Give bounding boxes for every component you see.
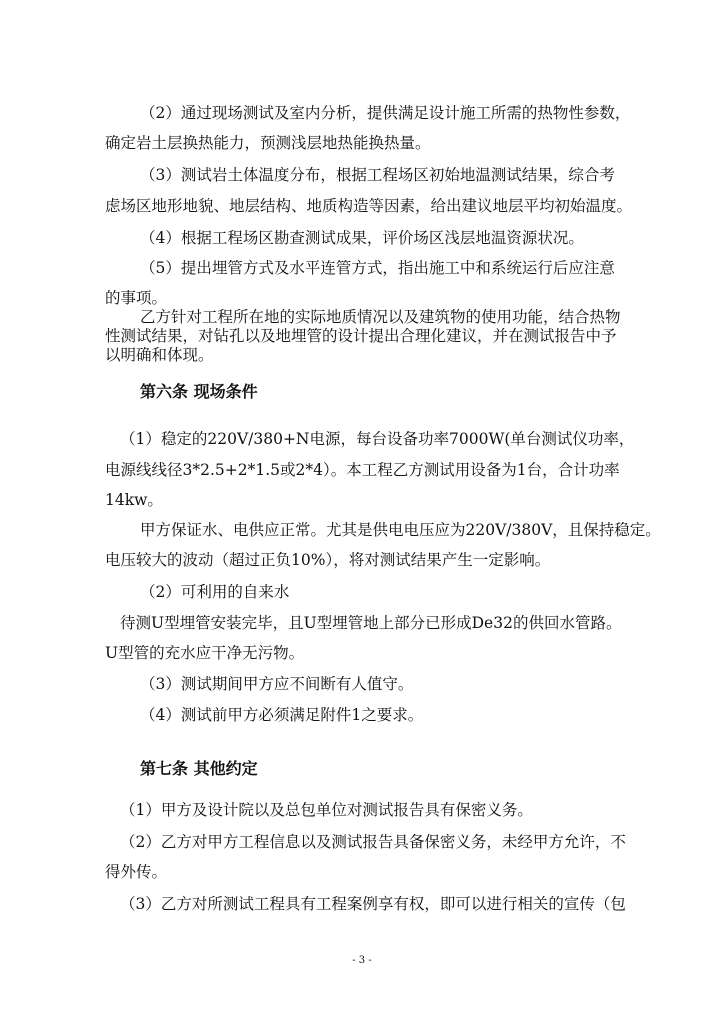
- paragraph-line: （3）乙方对所测试工程具有工程案例享有权，即可以进行相关的宣传（包: [120, 895, 626, 913]
- paragraph-line: 以明确和体现。: [105, 346, 214, 364]
- paragraph-line: 性测试结果，对钻孔以及地埋管的设计提出合理化建议，并在测试报告中予: [105, 327, 617, 345]
- paragraph-line: （2）通过现场测试及室内分析，提供满足设计施工所需的热物性参数，: [140, 104, 631, 122]
- paragraph-line: （5）提出埋管方式及水平连管方式，指出施工中和系统运行后应注意: [140, 259, 615, 277]
- paragraph-line: （3）测试期间甲方应不间断有人值守。: [140, 675, 414, 693]
- paragraph-line: 甲方保证水、电供应正常。尤其是供电电压应为220V/380V，且保持稳定。: [140, 521, 661, 539]
- paragraph-line: 的事项。: [105, 289, 168, 307]
- paragraph-line: （4）根据工程场区勘查测试成果，评价场区浅层地温资源状况。: [140, 229, 584, 247]
- paragraph-line: 确定岩土层换热能力，预测浅层地热能换热量。: [105, 134, 431, 152]
- paragraph-line: 得外传。: [105, 863, 168, 881]
- section-heading-7: 第七条 其他约定: [140, 759, 258, 778]
- paragraph-line: （4）测试前甲方必须满足附件1之要求。: [140, 706, 424, 724]
- paragraph-line: （3）测试岩土体温度分布，根据工程场区初始地温测试结果，综合考: [140, 166, 615, 184]
- paragraph-line: 14kw。: [105, 491, 163, 509]
- paragraph-line: 电压较大的波动（超过正负10%），将对测试结果产生一定影响。: [105, 551, 551, 569]
- paragraph-line: （2）乙方对甲方工程信息以及测试报告具备保密义务，未经甲方允许，不: [120, 833, 626, 851]
- paragraph-line: 虑场区地形地貌、地层结构、地质构造等因素，给出建议地层平均初始温度。: [105, 197, 633, 215]
- paragraph-line: 电源线线径3*2.5+2*1.5或2*4）。本工程乙方测试用设备为1台，合计功率: [105, 461, 620, 479]
- paragraph-line: U型管的充水应干净无污物。: [105, 644, 305, 662]
- paragraph-line: （1）甲方及设计院以及总包单位对测试报告具有保密义务。: [120, 801, 533, 819]
- paragraph-line: 乙方针对工程所在地的实际地质情况以及建筑物的使用功能，结合热物: [140, 308, 621, 326]
- paragraph-line: 待测U型埋管安装完毕，且U型埋管地上部分已形成De32的供回水管路。: [120, 614, 622, 632]
- paragraph-line: （2）可利用的自来水: [140, 583, 290, 601]
- page-number: - 3 -: [352, 955, 372, 966]
- section-heading-6: 第六条 现场条件: [140, 382, 258, 401]
- paragraph-line: （1）稳定的220V/380+N电源，每台设备功率7000W(单台测试仪功率，: [120, 430, 635, 448]
